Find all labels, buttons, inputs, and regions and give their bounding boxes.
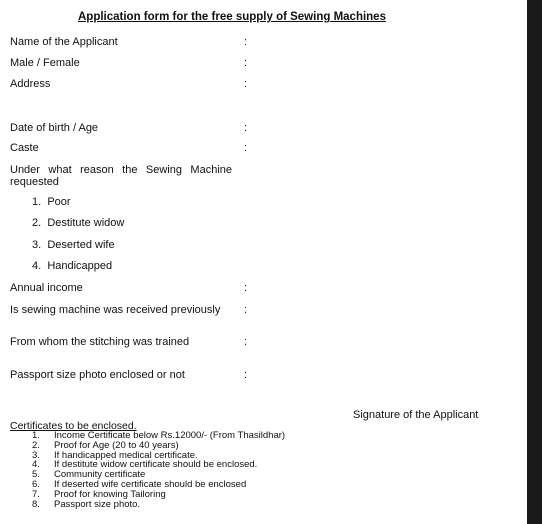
certificate-text: Proof for Age (20 to 40 years) bbox=[54, 439, 179, 451]
field-colon-photo: : bbox=[244, 369, 248, 381]
field-colon-name: : bbox=[244, 36, 248, 48]
field-label-photo: Passport size photo enclosed or not bbox=[10, 369, 185, 381]
reason-item-deserted bbox=[32, 239, 115, 251]
reason-item-handicapped bbox=[32, 260, 112, 272]
certificate-text: If destitute widow certificate should be enclosed. bbox=[54, 459, 258, 471]
field-label-income: Annual income bbox=[10, 282, 83, 294]
reason-num: 1. bbox=[32, 196, 42, 208]
field-label-name: Name of the Applicant bbox=[10, 36, 118, 48]
field-label-dob: Date of birth / Age bbox=[10, 122, 99, 134]
right-edge-bar bbox=[527, 0, 542, 524]
certificate-text: If handicapped medical certificate. bbox=[54, 449, 198, 461]
field-colon-received-previously: : bbox=[244, 304, 248, 316]
field-label-caste: Caste bbox=[10, 142, 39, 154]
field-label-reason: Under what reason the Sewing Machine requested bbox=[10, 164, 232, 188]
reason-text: Handicapped bbox=[47, 260, 113, 272]
field-label-trained-by: From whom the stitching was trained bbox=[10, 336, 190, 348]
field-label-address: Address bbox=[10, 78, 51, 90]
reason-num: 4. bbox=[32, 260, 42, 272]
reason-text: Destitute widow bbox=[47, 217, 125, 229]
certificate-num: 2. bbox=[32, 439, 40, 451]
field-colon-caste: : bbox=[244, 142, 248, 154]
certificate-num: 6. bbox=[32, 478, 40, 490]
certificate-text: Income Certificate below Rs.12000/- (From Thasildhar) bbox=[54, 430, 286, 441]
reason-text: Deserted wife bbox=[47, 239, 115, 251]
field-label-received-previously: Is sewing machine was received previously bbox=[10, 304, 221, 316]
certificate-num: 3. bbox=[32, 449, 40, 461]
certificate-num: 4. bbox=[32, 459, 40, 471]
certificate-num: 1. bbox=[32, 430, 40, 441]
reason-num: 3. bbox=[32, 239, 42, 251]
form-title: Application form for the free supply of Sewing Machines bbox=[78, 11, 386, 23]
certificate-item bbox=[32, 500, 285, 510]
certificate-num: 8. bbox=[32, 498, 40, 510]
certificates-heading: Certificates to be enclosed. bbox=[10, 420, 137, 432]
certificate-num: 7. bbox=[32, 488, 40, 500]
field-colon-gender: : bbox=[244, 57, 248, 69]
signature-label: Signature of the Applicant bbox=[353, 409, 479, 421]
reason-text: Poor bbox=[47, 196, 71, 208]
reason-num: 2. bbox=[32, 217, 42, 229]
certificate-text: Passport size photo. bbox=[54, 498, 141, 510]
field-colon-trained-by: : bbox=[244, 336, 248, 348]
certificates-list bbox=[32, 431, 285, 509]
field-colon-income: : bbox=[244, 282, 248, 294]
reason-item-widow bbox=[32, 217, 124, 229]
field-colon-dob: : bbox=[244, 122, 248, 134]
certificate-num: 5. bbox=[32, 469, 40, 481]
certificate-text: Proof for knowing Tailoring bbox=[54, 488, 166, 500]
field-label-gender: Male / Female bbox=[10, 57, 80, 69]
certificate-text: If deserted wife certificate should be enclosed bbox=[54, 478, 247, 490]
certificate-text: Community certificate bbox=[54, 469, 146, 481]
field-colon-address: : bbox=[244, 78, 248, 90]
reason-item-poor bbox=[32, 196, 71, 208]
